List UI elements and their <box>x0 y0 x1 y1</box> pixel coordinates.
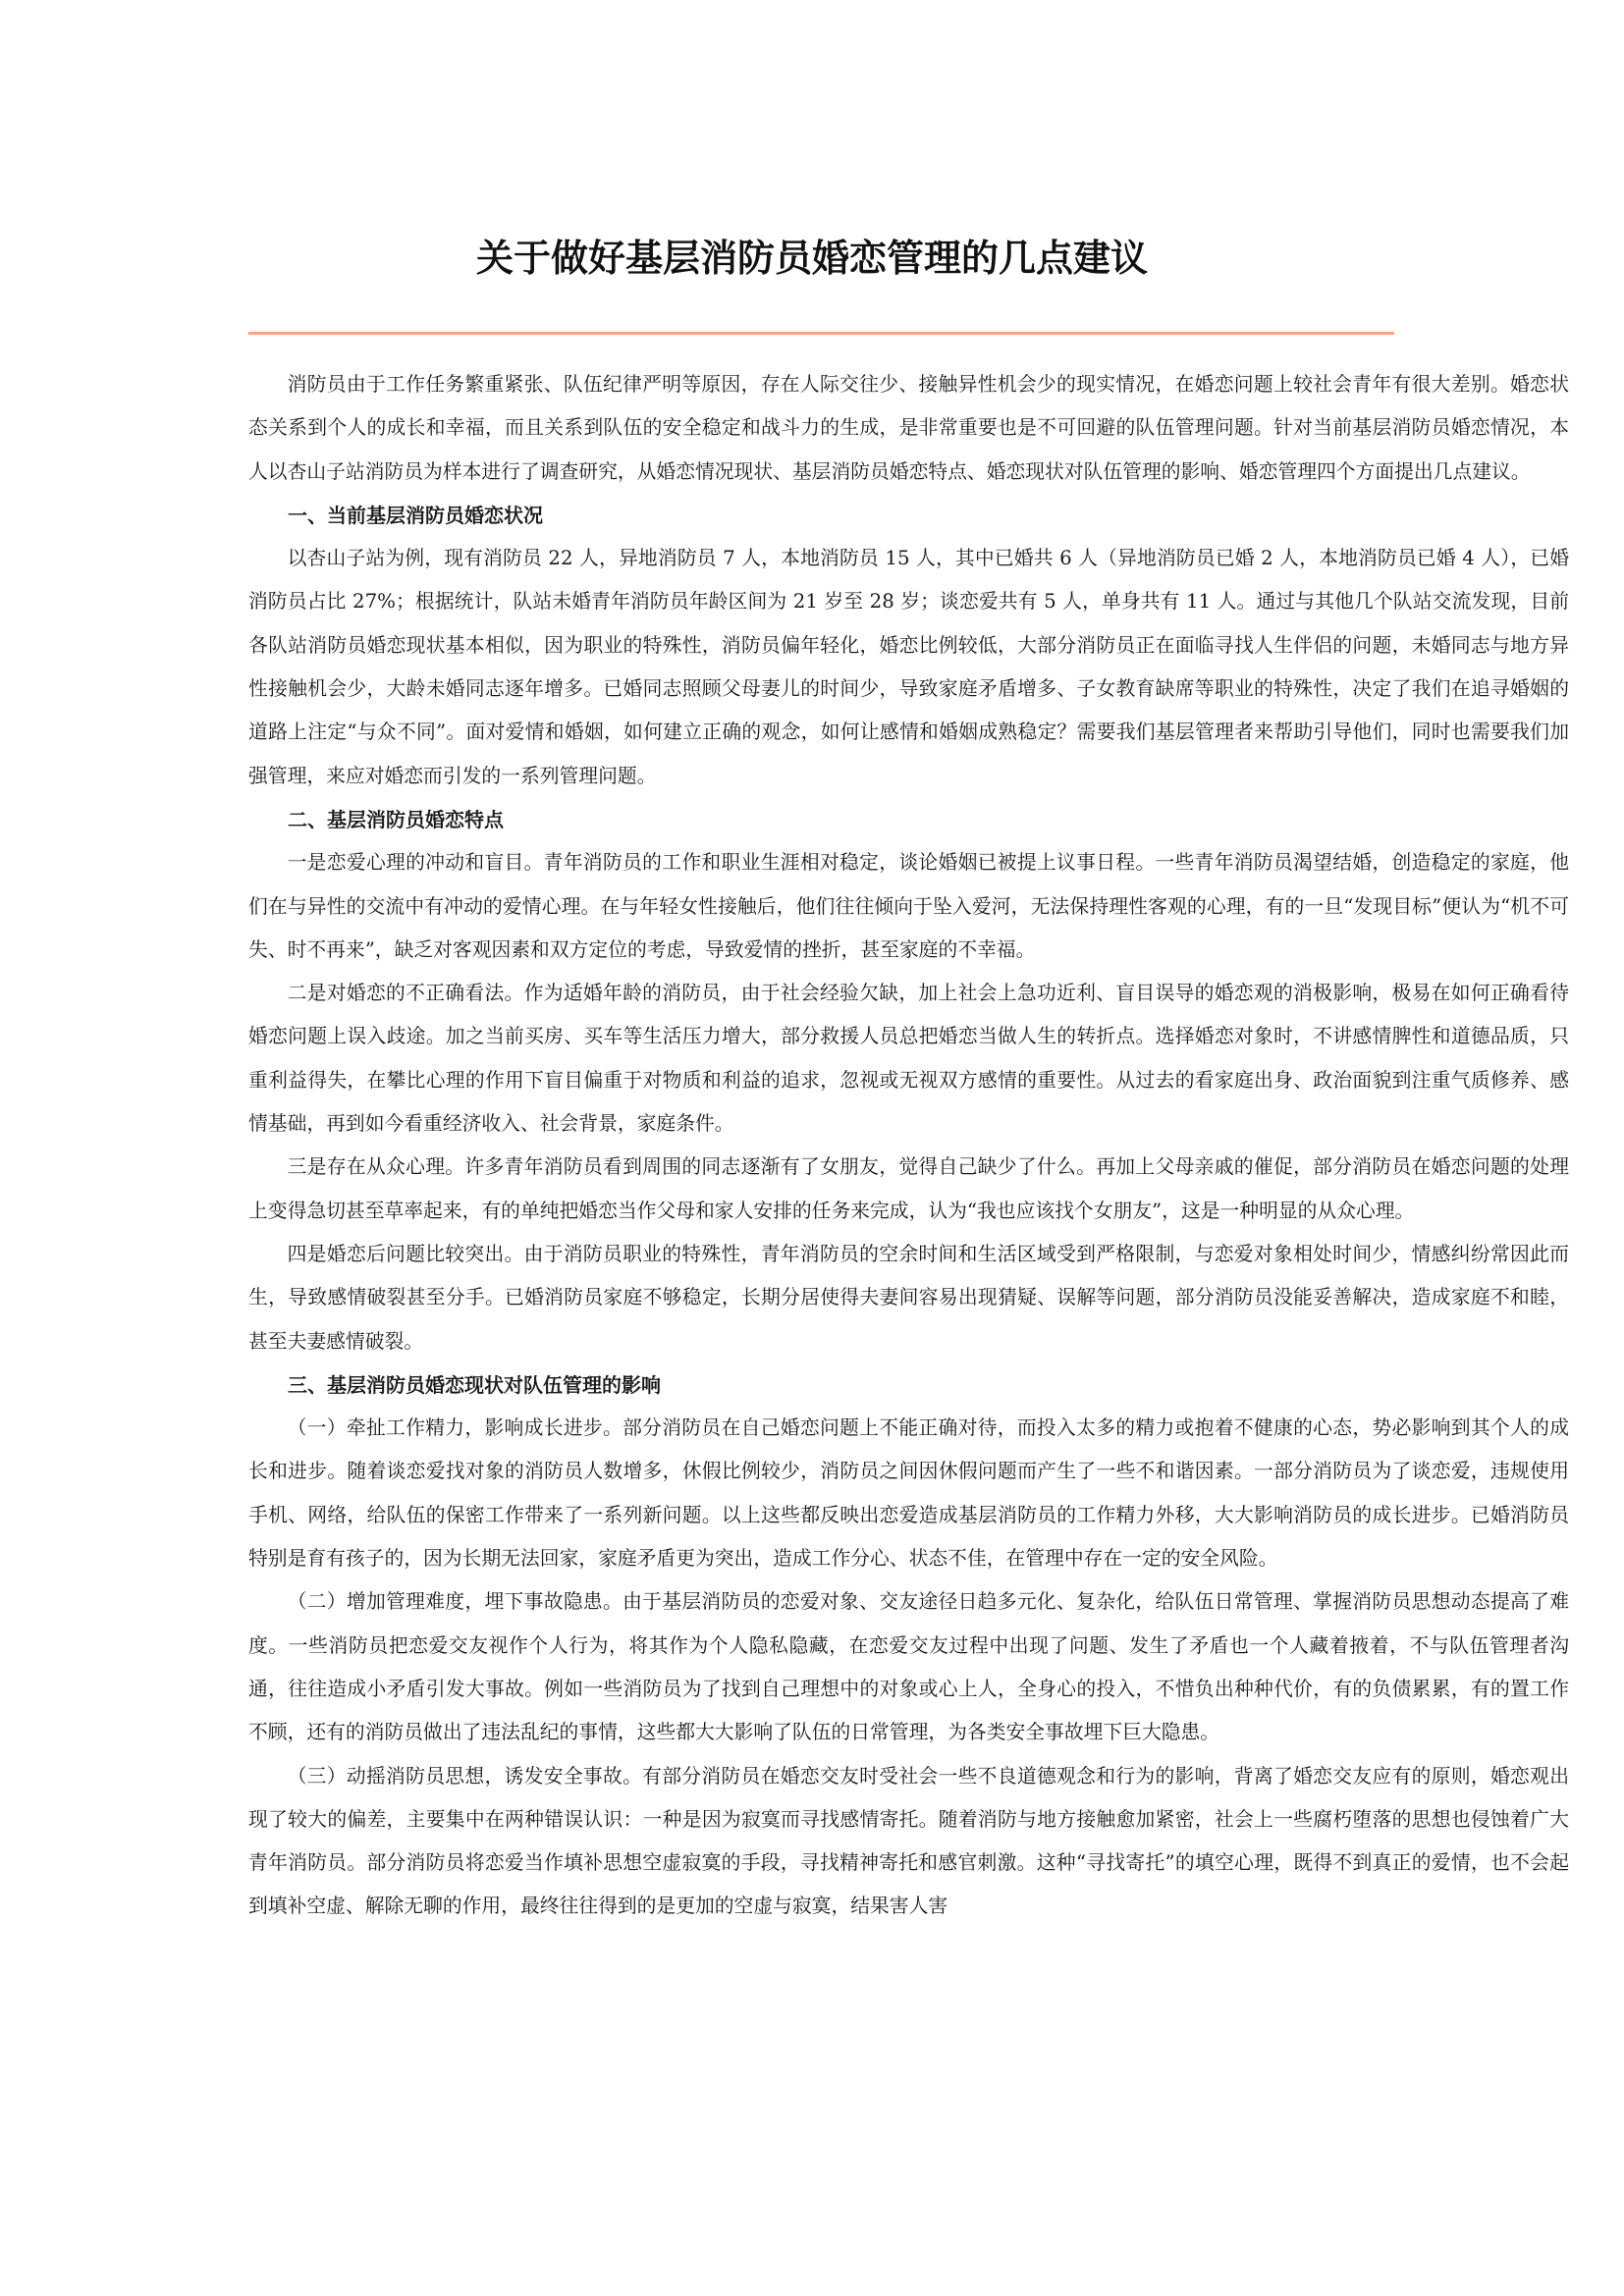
intro-paragraph: 消防员由于工作任务繁重紧张、队伍纪律严明等原因，存在人际交往少、接触异性机会少的现实情况，在婚恋问题上较社会青年有很大差别。婚恋状态关系到个人的成长和幸福，而且关系到队伍的安全稳定和战斗力的生成，是非常重要也是不可回避的队伍管理问题。针对当前基层消防员婚恋情况，本人以杏山子站消防员为样本进行了调查研究，从婚恋情况现状、基层消防员婚恋特点、婚恋现状对队伍管理的影响、婚恋管理四个方面提出几点建议。 <box>248 373 1569 483</box>
document-body <box>248 363 1569 1929</box>
section-heading-2: 二、基层消防员婚恋特点 <box>288 807 504 831</box>
section-heading-1: 一、当前基层消防员婚恋状况 <box>288 503 543 527</box>
section3-paragraph-3: （三）动摇消防员思想，诱发安全事故。有部分消防员在婚恋交友时受社会一些不良道德观念和行为的影响，背离了婚恋交友应有的原则，婚恋观出现了较大的偏差，主要集中在两种错误认识：一种是因为寂寞而寻找感情寄托。随着消防与地方接触愈加紧密，社会上一些腐朽堕落的思想也侵蚀着广大青年消防员。部分消防员将恋爱当作填补思想空虚寂寞的手段，寻找精神寄托和感官刺激。这种“寻找寄托”的填空心理，既得不到真正的爱情，也不会起到填补空虚、解除无聊的作用，最终往往得到的是更加的空虚与寂寞，结果害人害 <box>248 1764 1569 1918</box>
section2-paragraph-3: 三是存在从众心理。许多青年消防员看到周围的同志逐渐有了女朋友，觉得自己缺少了什么。再加上父母亲戚的催促，部分消防员在婚恋问题的处理上变得急切甚至草率起来，有的单纯把婚恋当作父母和家人安排的任务来完成，认为“我也应该找个女朋友”，这是一种明显的从众心理。 <box>248 1155 1569 1222</box>
section3-paragraph-1: （一）牵扯工作精力，影响成长进步。部分消防员在自己婚恋问题上不能正确对待，而投入太多的精力或抱着不健康的心态，势必影响到其个人的成长和进步。随着谈恋爱找对象的消防员人数增多，休假比例较少，消防员之间因休假问题而产生了一些不和谐因素。一部分消防员为了谈恋爱，违规使用手机、网络，给队伍的保密工作带来了一系列新问题。以上这些都反映出恋爱造成基层消防员的工作精力外移，大大影响消防员的成长进步。已婚消防员特别是育有孩子的，因为长期无法回家，家庭矛盾更为突出，造成工作分心、状态不佳，在管理中存在一定的安全风险。 <box>248 1416 1569 1571</box>
section-heading-3: 三、基层消防员婚恋现状对队伍管理的影响 <box>288 1372 661 1397</box>
section3-paragraph-2: （二）增加管理难度，埋下事故隐患。由于基层消防员的恋爱对象、交友途径日趋多元化、复杂化，给队伍日常管理、掌握消防员思想动态提高了难度。一些消防员把恋爱交友视作个人行为，将其作为个人隐私隐藏，在恋爱交友过程中出现了问题、发生了矛盾也一个人藏着掖着，不与队伍管理者沟通，往往造成小矛盾引发大事故。例如一些消防员为了找到自己理想中的对象或心上人，全身心的投入，不惜负出种种代价，有的负债累累，有的置工作不顾，还有的消防员做出了违法乱纪的事情，这些都大大影响了队伍的日常管理，为各类安全事故埋下巨大隐患。 <box>248 1590 1569 1744</box>
section1-paragraph-1: 以杏山子站为例，现有消防员 22 人，异地消防员 7 人，本地消防员 15 人，其中已婚共 6 人（异地消防员已婚 2 人，本地消防员已婚 4 人），已婚消防员占比 27%；根据统计，队站未婚青年消防员年龄区间为 21 岁至 28 岁；谈恋爱共有 5 人，单身共有 11 人。通过与其他几个队站交流发现，目前各队站消防员婚恋现状基本相似，因为职业的特殊性，消防员偏年轻化，婚恋比例较低，大部分消防员正在面临寻找人生伴侣的问题，未婚同志与地方异性接触机会少，大龄未婚同志逐年增多。已婚同志照顾父母妻儿的时间少，导致家庭矛盾增多、子女教育缺席等职业的特殊性，决定了我们在追寻婚姻的道路上注定“与众不同”。面对爱情和婚姻，如何建立正确的观念，如何让感情和婚姻成熟稳定？需要我们基层管理者来帮助引导他们，同时也需要我们加强管理，来应对婚恋而引发的一系列管理问题。 <box>248 547 1569 787</box>
section2-paragraph-2: 二是对婚恋的不正确看法。作为适婚年龄的消防员，由于社会经验欠缺，加上社会上急功近利、盲目误导的婚恋观的消极影响，极易在如何正确看待婚恋问题上误入歧途。加之当前买房、买车等生活压力增大，部分救援人员总把婚恋当做人生的转折点。选择婚恋对象时，不讲感情脾性和道德品质，只重利益得失，在攀比心理的作用下盲目偏重于对物质和利益的追求，忽视或无视双方感情的重要性。从过去的看家庭出身、政治面貌到注重气质修养、感情基础，再到如今看重经济收入、社会背景，家庭条件。 <box>248 982 1569 1136</box>
document-title: 关于做好基层消防员婚恋管理的几点建议 <box>475 237 1148 280</box>
section2-paragraph-4: 四是婚恋后问题比较突出。由于消防员职业的特殊性，青年消防员的空余时间和生活区域受到严格限制，与恋爱对象相处时间少，情感纠纷常因此而生，导致感情破裂甚至分手。已婚消防员家庭不够稳定，长期分居使得夫妻间容易出现猜疑、误解等问题，部分消防员没能妥善解决，造成家庭不和睦，甚至夫妻感情破裂。 <box>248 1242 1569 1353</box>
section2-paragraph-1: 一是恋爱心理的冲动和盲目。青年消防员的工作和职业生涯相对稳定，谈论婚姻已被提上议事日程。一些青年消防员渴望结婚，创造稳定的家庭，他们在与异性的交流中有冲动的爱情心理。在与年轻女性接触后，他们往往倾向于坠入爱河，无法保持理性客观的心理，有的一旦“发现目标”便认为“机不可失、时不再来”，缺乏对客观因素和双方定位的考虑，导致爱情的挫折，甚至家庭的不幸福。 <box>248 851 1569 961</box>
title-divider <box>248 332 1394 335</box>
